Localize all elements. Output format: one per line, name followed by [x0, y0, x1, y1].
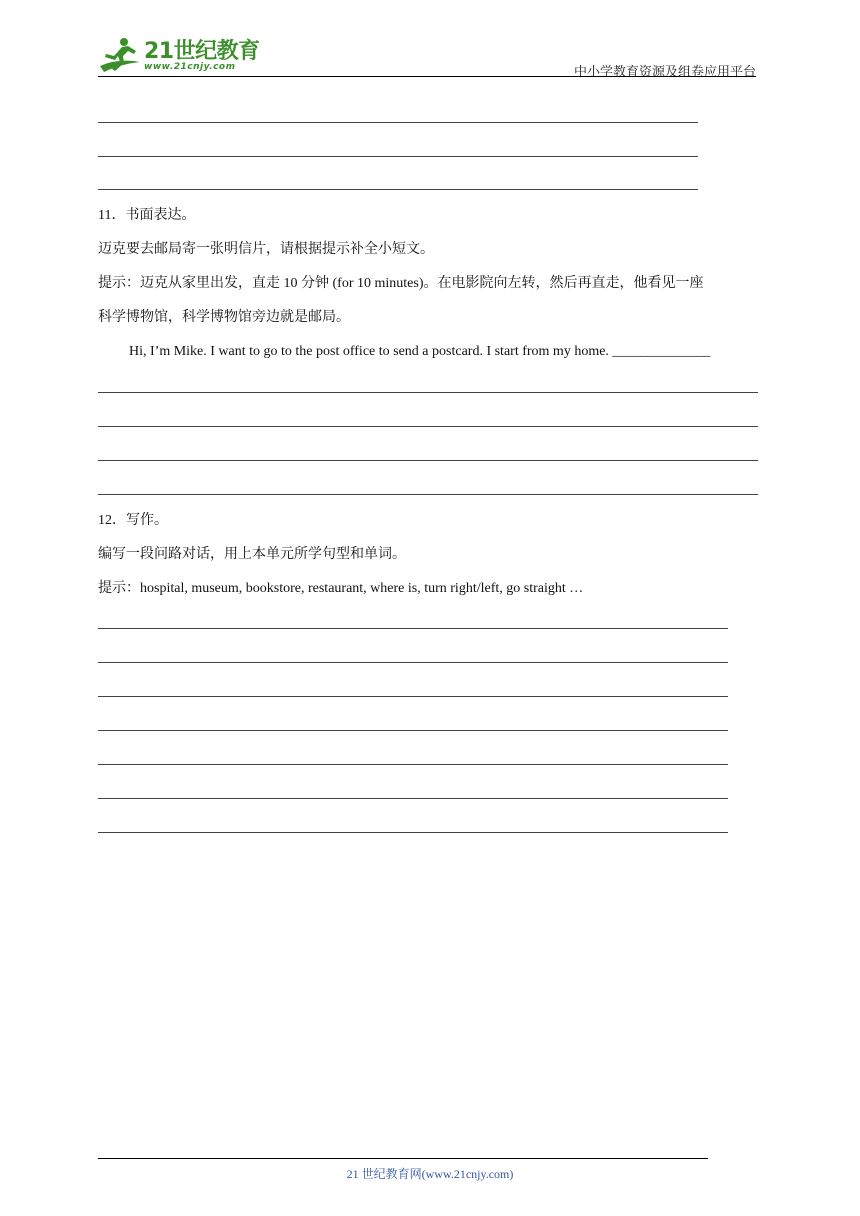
- question-12-title: 12．写作。: [98, 513, 168, 528]
- answer-line[interactable]: [98, 122, 698, 123]
- footer-text: 21 世纪教育网(www.21cnjy.com): [346, 1167, 514, 1181]
- question-12-instruction: 编写一段问路对话，用上本单元所学句型和单词。: [98, 547, 406, 562]
- answer-line[interactable]: [98, 189, 698, 190]
- answer-line[interactable]: [98, 832, 728, 833]
- question-11-instruction: 迈克要去邮局寄一张明信片，请根据提示补全小短文。: [98, 242, 434, 257]
- answer-line[interactable]: [98, 392, 758, 393]
- question-11-hint-cont: 科学博物馆，科学博物馆旁边就是邮局。: [98, 310, 350, 325]
- logo-text: 21世纪教育: [144, 39, 260, 64]
- answer-line[interactable]: [98, 156, 698, 157]
- answer-line[interactable]: [98, 460, 758, 461]
- answer-line[interactable]: [98, 662, 728, 663]
- logo: [98, 32, 268, 76]
- answer-line[interactable]: [98, 730, 728, 731]
- question-11-passage: Hi, I’m Mike. I want to go to the post office to send a postcard. I start from my home. ______________: [129, 344, 711, 359]
- answer-line[interactable]: [98, 764, 728, 765]
- answer-line[interactable]: [98, 426, 758, 427]
- header-rule: [98, 76, 756, 77]
- question-12-hint: 提示：hospital, museum, bookstore, restaurant, where is, turn right/left, go straight …: [98, 581, 584, 596]
- answer-line[interactable]: [98, 798, 728, 799]
- question-11-hint: 提示：迈克从家里出发，直走 10 分钟 (for 10 minutes)。在电影院向左转，然后再直走，他看见一座: [98, 276, 704, 291]
- answer-line[interactable]: [98, 494, 758, 495]
- answer-line[interactable]: [98, 696, 728, 697]
- question-11-title: 11．书面表达。: [98, 208, 196, 223]
- page-header: [98, 30, 756, 78]
- platform-name: 中小学教育资源及组卷应用平台: [573, 64, 756, 79]
- footer-rule: [98, 1158, 708, 1159]
- logo-url: www.21cnjy.com: [144, 62, 236, 72]
- runner-icon: [98, 36, 142, 76]
- answer-line[interactable]: [98, 628, 728, 629]
